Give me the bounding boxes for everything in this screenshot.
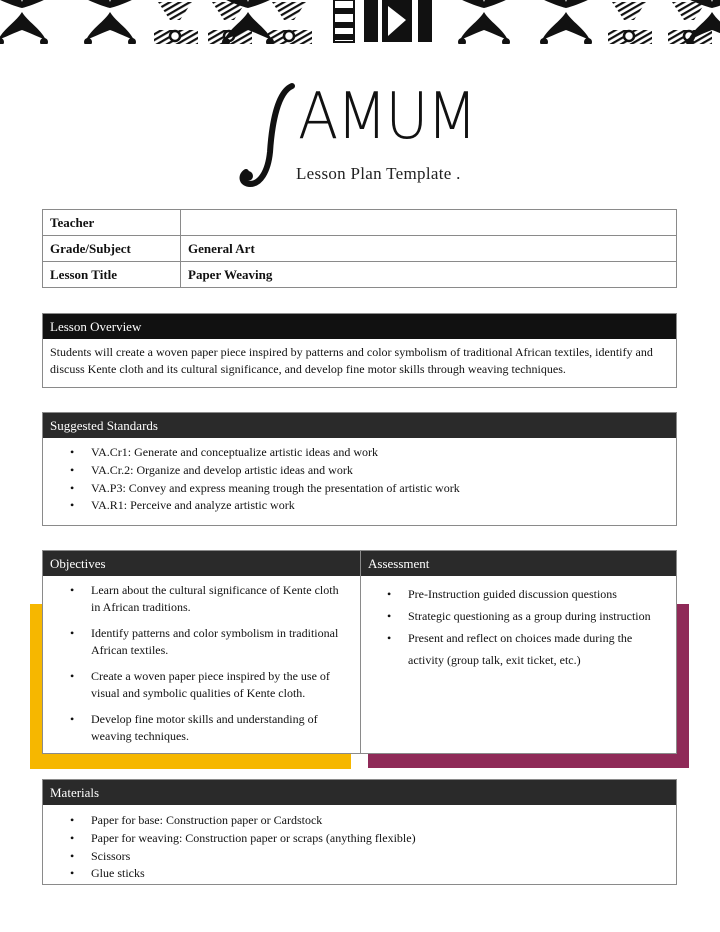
lesson-title-label: Lesson Title xyxy=(43,262,181,288)
list-item: • Learn about the cultural significance of Kente cloth in African traditions. xyxy=(43,582,360,616)
logo-wordmark: AMUM xyxy=(298,80,476,154)
section-heading: Lesson Overview xyxy=(43,314,676,339)
objectives-section xyxy=(42,550,361,754)
table-row xyxy=(43,210,677,236)
objectives-list xyxy=(43,582,360,745)
lesson-title-value[interactable]: Paper Weaving xyxy=(181,262,677,288)
grade-subject-value[interactable]: General Art xyxy=(181,236,677,262)
section-heading: Assessment xyxy=(361,551,676,576)
decorative-pattern-band xyxy=(0,0,720,44)
teacher-label: Teacher xyxy=(43,210,181,236)
list-item: • Identify patterns and color symbolism in traditional African textiles. xyxy=(43,625,360,659)
list-item: • Glue sticks xyxy=(43,865,676,883)
list-item: • VA.P3: Convey and express meaning trough the presentation of artistic work xyxy=(43,480,676,498)
list-item: • Strategic questioning as a group during instruction xyxy=(361,605,676,627)
section-heading: Materials xyxy=(43,780,676,805)
amum-logo xyxy=(238,72,488,196)
lesson-overview-section xyxy=(42,313,677,388)
logo-subtitle: Lesson Plan Template . xyxy=(296,164,461,183)
list-item: • Paper for base: Construction paper or Cardstock xyxy=(43,812,676,830)
list-item: • Paper for weaving: Construction paper or scraps (anything flexible) xyxy=(43,830,676,848)
lesson-info-table xyxy=(42,209,677,288)
table-row xyxy=(43,236,677,262)
list-item: • Develop fine motor skills and understanding of weaving techniques. xyxy=(43,711,360,745)
list-item: • VA.Cr.2: Organize and develop artistic ideas and work xyxy=(43,462,676,480)
assessment-list xyxy=(361,583,676,671)
list-item: • Present and reflect on choices made during the activity (group talk, exit ticket, etc.) xyxy=(361,627,676,671)
grade-subject-label: Grade/Subject xyxy=(43,236,181,262)
teacher-value[interactable] xyxy=(181,210,677,236)
list-item: • Scissors xyxy=(43,848,676,866)
assessment-section xyxy=(360,550,677,754)
materials-section xyxy=(42,779,677,885)
section-heading: Objectives xyxy=(43,551,360,576)
list-item: • VA.Cr1: Generate and conceptualize artistic ideas and work xyxy=(43,444,676,462)
standards-list xyxy=(43,444,676,515)
overview-text[interactable]: Students will create a woven paper piece inspired by patterns and color symbolism of traditional African textiles, identify and discuss Kente cloth and its cultural significance, and develop fine motor skills through weaving techniques. xyxy=(50,345,653,376)
section-heading: Suggested Standards xyxy=(43,413,676,438)
list-item: • Pre-Instruction guided discussion questions xyxy=(361,583,676,605)
table-row xyxy=(43,262,677,288)
materials-list xyxy=(43,812,676,883)
suggested-standards-section xyxy=(42,412,677,526)
list-item: • Create a woven paper piece inspired by the use of visual and symbolic qualities of Kente cloth. xyxy=(43,668,360,702)
list-item: • VA.R1: Perceive and analyze artistic work xyxy=(43,497,676,515)
